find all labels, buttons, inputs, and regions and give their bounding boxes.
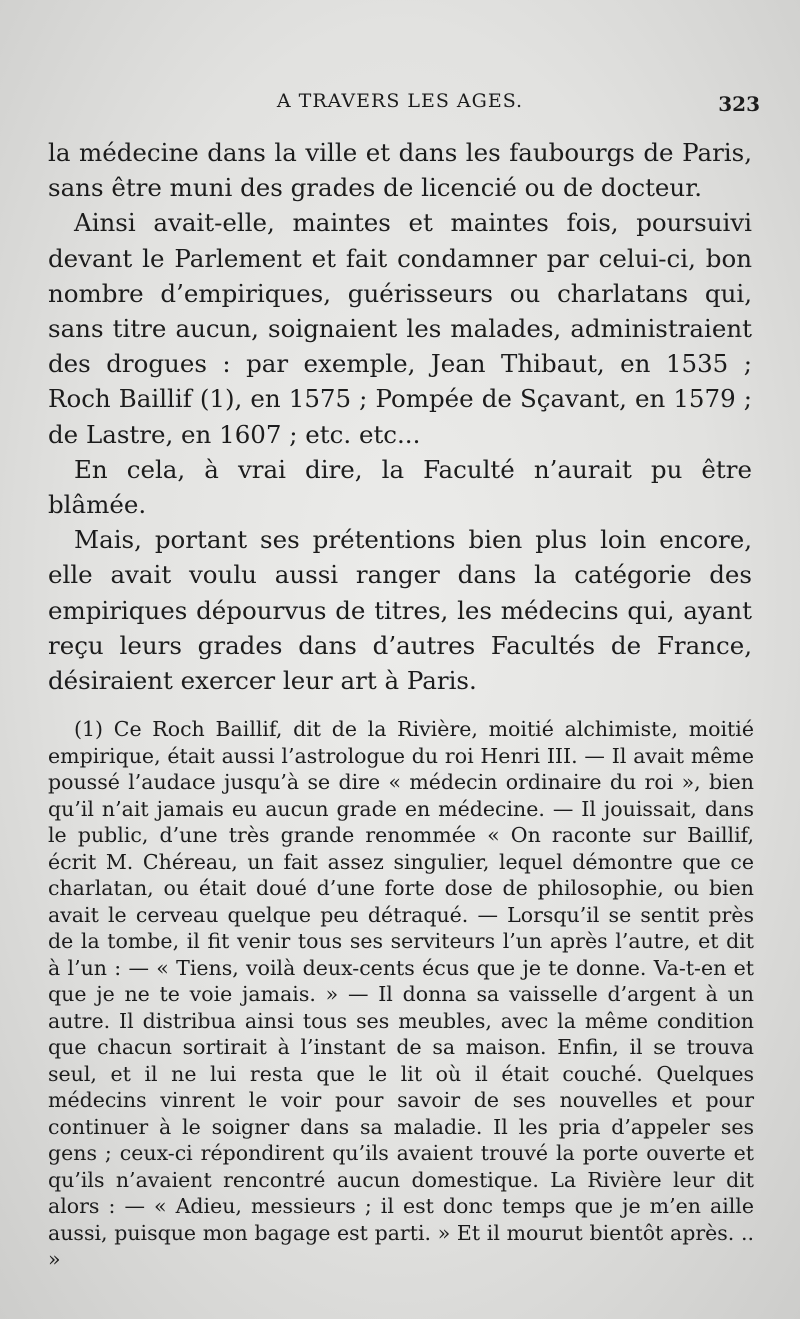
paragraph-continued: la médecine dans la ville et dans les faubourgs de Paris, sans être muni des grades de licencié ou de docteur. [48,138,752,203]
paragraph: Mais, portant ses prétentions bien plus loin encore, elle avait voulu aussi ranger dans la catégorie des empiriques dépourvus de titres, les médecins qui, ayant reçu leurs grades dans d’autres Facultés de France, désiraient exercer leur art à Paris. [48,525,752,696]
main-text [48,135,752,698]
footnote [48,716,754,1273]
running-title: A TRAVERS LES AGES. [276,90,524,112]
paragraph: En cela, à vrai dire, la Faculté n’aurait pu être blâmée. [48,454,752,520]
paragraph: Ainsi avait-elle, maintes et maintes fois, poursuivi devant le Parlement et fait condamner par celui-ci, bon nombre d’empiriques, guérisseurs ou charlatans qui, sans titre aucun, soignaient les malades, administraient des drogues : par exemple, Jean Thibaut, en 1535 ; Roch Baillif (1), en 1575 ; Pompée de Sçavant, en 1579 ; de Lastre, en 1607 ; etc. etc... [48,208,752,449]
footnote-paragraph [48,716,754,1273]
footnote-marker: (1) [74,717,104,741]
footnote-text: Ce Roch Baillif, dit de la Rivière, moitié alchimiste, moitié empirique, était aussi l’astrologue du roi Henri III. — Il avait même poussé l’audace jusqu’à se dire « médecin ordinaire du roi », bien qu’il n’ait jamais eu aucun grade en médecine. — Il jouissait, dans le public, d’une très grande renommée « On raconte sur Baillif, écrit M. Chéreau, un fait assez singulier, lequel démontre que ce charlatan, ou était doué d’une forte dose de philosophie, ou bien avait le cerveau quelque peu détraqué. — Lorsqu’il se sentit près de la tombe, il fit venir tous ses serviteurs l’un après l’autre, et dit à l’un : — « Tiens, voilà deux-cents écus que je te donne. Va-t-en et que je ne te voie jamais. » — Il donna sa vaisselle d’argent à un autre. Il distribua ainsi tous ses meubles, avec la même condition que chacun sortirait à l’instant de sa maison. Enfin, il se trouva seul, et il ne lui resta que le lit où il était couché. Quelques médecins vinrent le voir pour savoir de ses nouvelles et pour continuer à le soigner dans sa maladie. Il les pria d’appeler ses gens ; ceux-ci répondirent qu’ils avaient trouvé la porte ouverte et qu’ils n’avaient rencontré aucun domestique. La Rivière leur dit alors : — « Adieu, messieurs ; il est donc temps que je m’en aille aussi, puisque mon bagage est parti. » Et il mourut bientôt après. .. » [48,717,754,1271]
running-head [0,88,800,118]
page-number: 323 [718,92,760,116]
